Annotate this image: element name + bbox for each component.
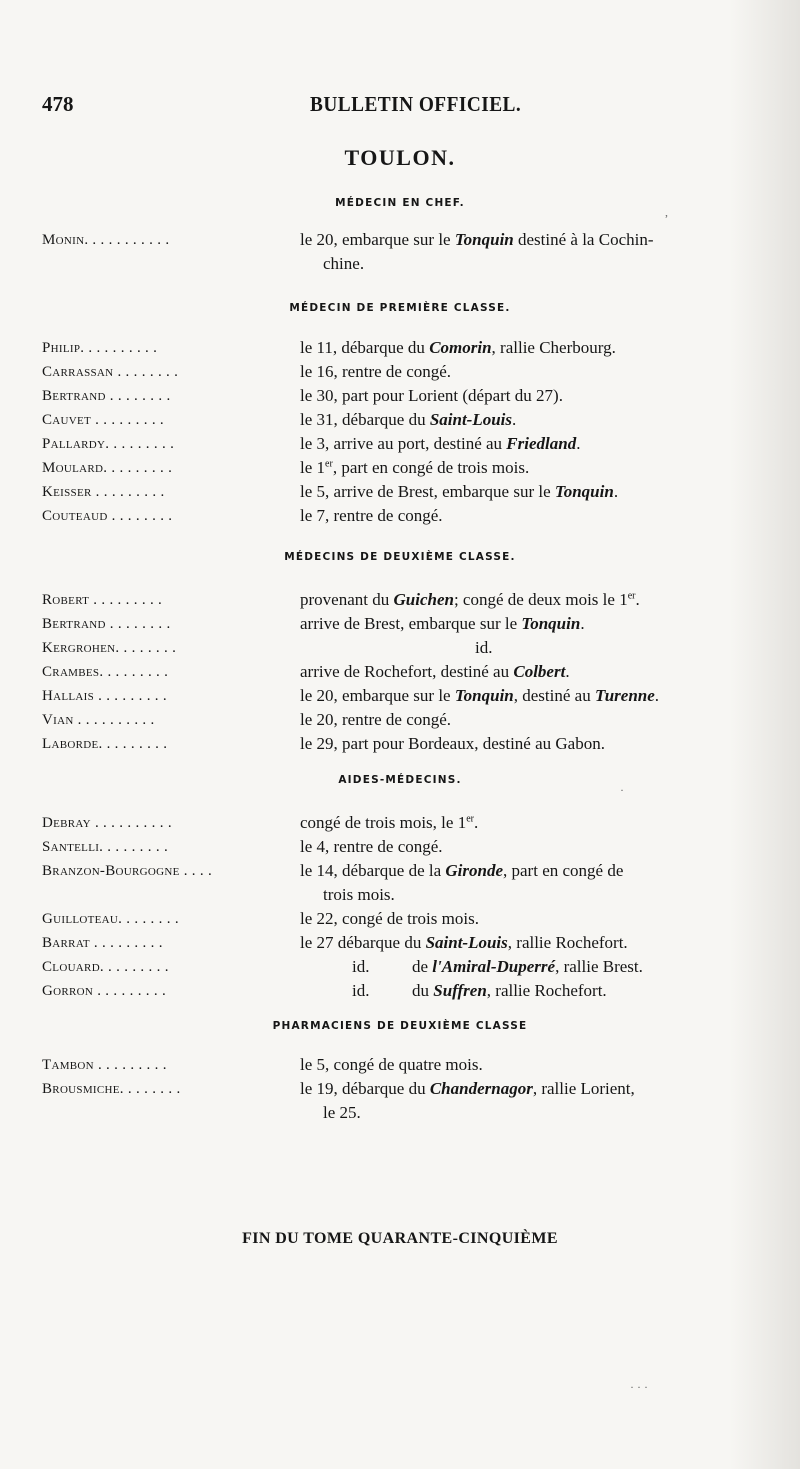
group-heading: MÉDECIN DE PREMIÈRE CLASSE. — [289, 302, 511, 314]
entry-name: Kergrohen. . . . . . . . — [42, 640, 177, 656]
entry-text: le 20, embarque sur le Tonquin destiné à la Cochin- — [300, 230, 654, 249]
entry-text: le 27 débarque du Saint-Louis, rallie Rochefort. — [300, 933, 628, 952]
entry-name: Hallais . . . . . . . . . — [42, 688, 167, 704]
entry-text: le 22, congé de trois mois. — [300, 909, 479, 928]
entry-text: le 3, arrive au port, destiné au Friedland. — [300, 434, 581, 453]
entry-text: le 14, débarque de la Gironde, part en congé de — [300, 861, 624, 880]
entry-name: Bertrand . . . . . . . . — [42, 616, 171, 632]
entry-name: Guilloteau. . . . . . . . — [42, 911, 179, 927]
entry-text: id. de l'Amiral-Duperré, rallie Brest. — [352, 957, 643, 976]
entry-text: le 5, congé de quatre mois. — [300, 1055, 483, 1074]
entry-text: id. du Suffren, rallie Rochefort. — [352, 981, 607, 1000]
entry-text: le 20, rentre de congé. — [300, 710, 452, 729]
entry-name: Philip. . . . . . . . . . — [42, 340, 158, 356]
entry-name: Robert . . . . . . . . . — [42, 592, 163, 608]
entry-name: Debray . . . . . . . . . . — [42, 815, 172, 831]
entry-name: Bertrand . . . . . . . . — [42, 388, 171, 404]
entry-text: le 19, débarque du Chandernagor, rallie Lorient, — [300, 1079, 635, 1098]
entry-text: le 29, part pour Bordeaux, destiné au Gabon. — [300, 734, 605, 753]
entry-text: le 31, débarque du Saint-Louis. — [300, 410, 517, 429]
entry-text: provenant du Guichen; congé de deux mois le 1er. — [300, 590, 640, 609]
entry-name: Couteaud . . . . . . . . — [42, 508, 173, 524]
group-heading: MÉDECIN EN CHEF. — [335, 197, 465, 209]
entry-name: Laborde. . . . . . . . . — [42, 736, 168, 752]
entry-text: trois mois. — [323, 885, 395, 904]
entry-name: Barrat . . . . . . . . . — [42, 935, 163, 951]
entry-name: Cauvet . . . . . . . . . — [42, 412, 164, 428]
entry-text: le 5, arrive de Brest, embarque sur le Tonquin. — [300, 482, 619, 501]
entry-text: le 30, part pour Lorient (départ du 27). — [300, 386, 563, 405]
entry-name: Pallardy. . . . . . . . . — [42, 436, 175, 452]
entry-text: chine. — [323, 254, 365, 273]
entry-text: le 25. — [323, 1103, 361, 1122]
entry-text: le 4, rentre de congé. — [300, 837, 443, 856]
group-heading: AIDES-MÉDECINS. — [338, 774, 462, 786]
page-edge-shadow — [730, 0, 800, 1469]
section-title: TOULON. — [344, 145, 456, 170]
entry-name: Carrassan . . . . . . . . — [42, 364, 179, 380]
entry-name: Moulard. . . . . . . . . — [42, 460, 173, 476]
running-header — [42, 92, 760, 122]
closing-line: FIN DU TOME QUARANTE-CINQUIÈME — [242, 1230, 558, 1247]
group-heading: PHARMACIENS DE DEUXIÈME CLASSE — [272, 1020, 528, 1032]
entry-text: le 20, embarque sur le Tonquin, destiné au Turenne. — [300, 686, 660, 705]
entry-text: le 11, débarque du Comorin, rallie Cherbourg. — [300, 338, 616, 357]
stray-mark: , — [665, 205, 668, 219]
entry-name: Keisser . . . . . . . . . — [42, 484, 165, 500]
entry-name: Brousmiche. . . . . . . . — [42, 1081, 181, 1097]
page-number: 478 — [42, 92, 74, 116]
entry-text: le 7, rentre de congé. — [300, 506, 443, 525]
stray-mark: · — [620, 783, 624, 797]
entry-name: Vian . . . . . . . . . . — [42, 712, 155, 728]
entry-text: arrive de Rochefort, destiné au Colbert. — [300, 662, 570, 681]
entry-text: id. — [475, 638, 493, 657]
entry-name: Monin. . . . . . . . . . . — [42, 232, 170, 248]
entry-name: Branzon-Bourgogne . . . . — [42, 863, 213, 879]
entry-name: Santelli. . . . . . . . . — [42, 839, 169, 855]
entry-name: Crambes. . . . . . . . . — [42, 664, 169, 680]
entry-name: Gorron . . . . . . . . . — [42, 983, 167, 999]
entry-text: arrive de Brest, embarque sur le Tonquin. — [300, 614, 585, 633]
group-heading: MÉDECINS DE DEUXIÈME CLASSE. — [284, 551, 516, 563]
journal-title: BULLETIN OFFICIEL. — [310, 92, 522, 116]
entry-text: congé de trois mois, le 1er. — [300, 813, 479, 832]
entry-text: le 1er, part en congé de trois mois. — [300, 458, 530, 477]
entry-name: Clouard. . . . . . . . . — [42, 959, 169, 975]
entry-name: Tambon . . . . . . . . . — [42, 1057, 167, 1073]
entry-text: le 16, rentre de congé. — [300, 362, 452, 381]
stray-mark: · · · — [630, 1380, 648, 1394]
